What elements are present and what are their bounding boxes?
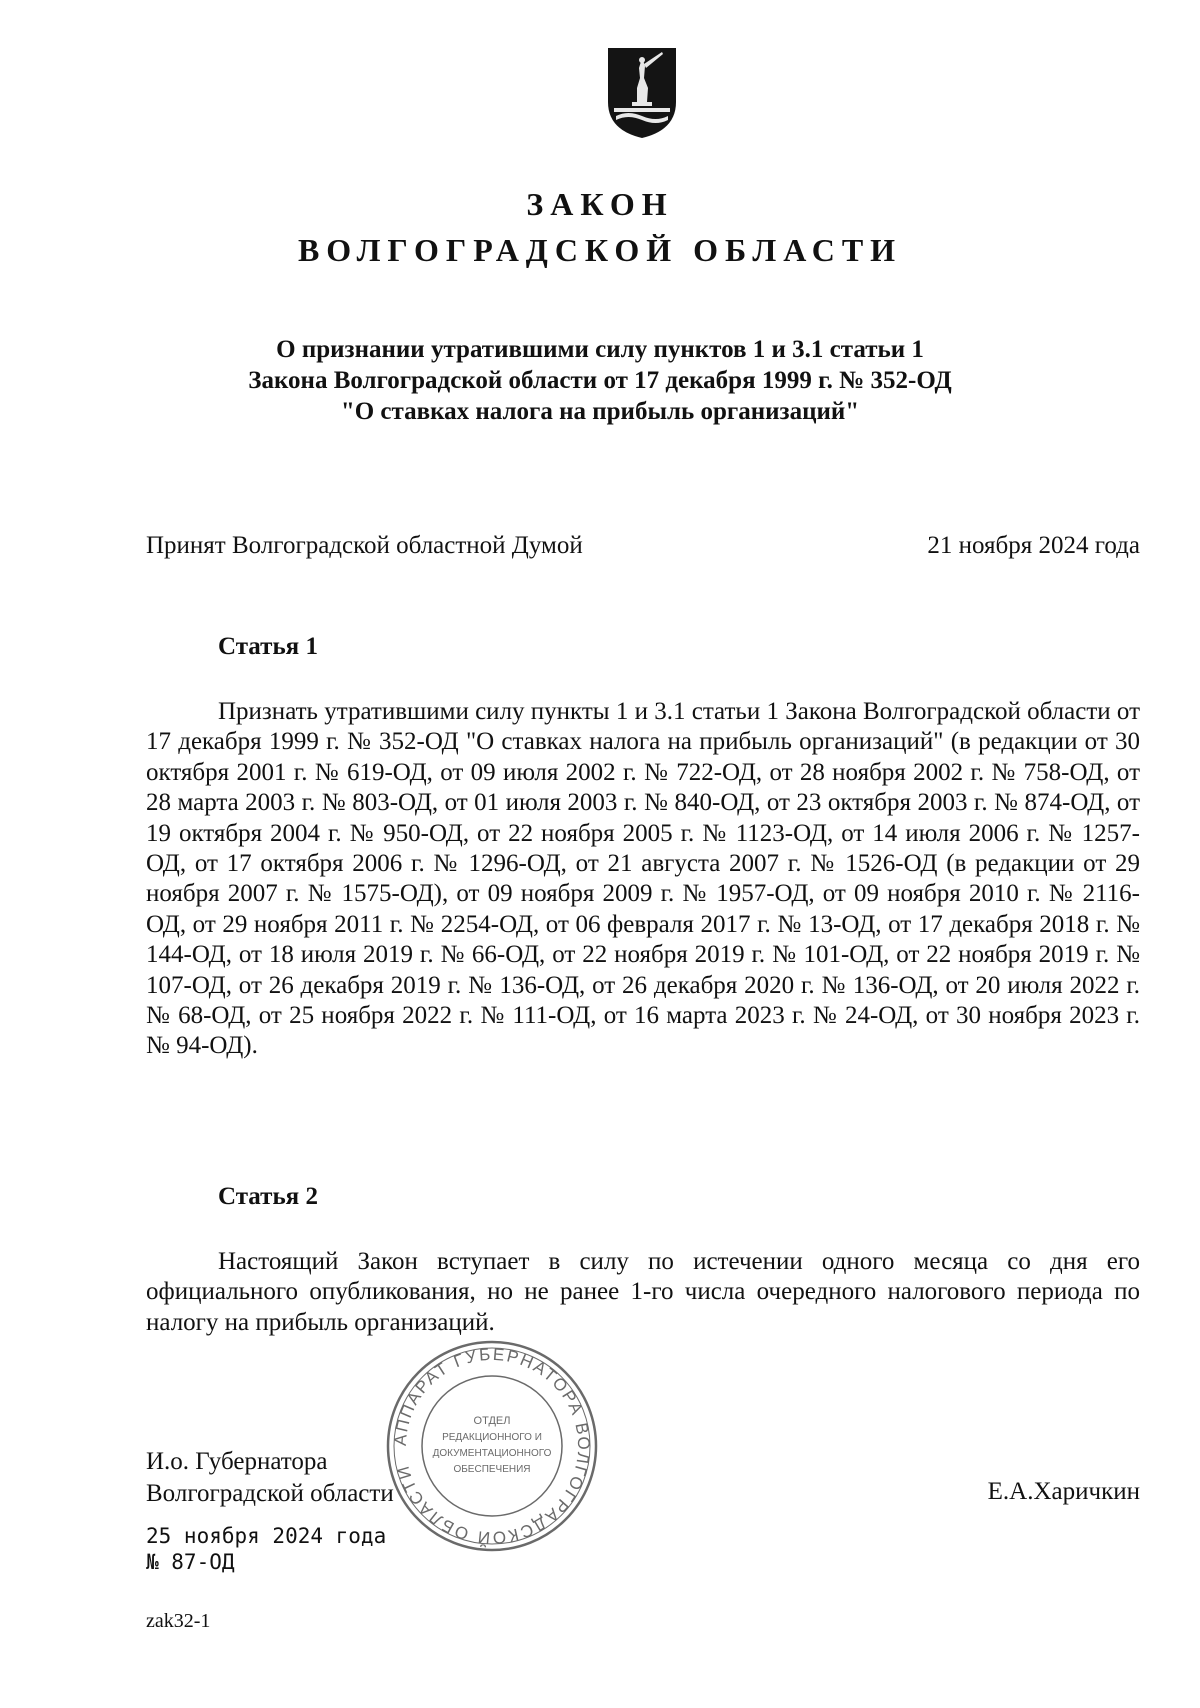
stamp-outer-text: АППАРАТ ГУБЕРНАТОРА ВОЛГОГРАДСКОЙ ОБЛАСТИ	[390, 1344, 594, 1548]
official-stamp-icon	[382, 1336, 602, 1556]
document-type-heading: ЗАКОН	[526, 186, 674, 222]
law-number: № 87-ОД	[146, 1550, 235, 1574]
article-2-heading: Статья 2	[218, 1183, 318, 1210]
subject-line: "О ставках налога на прибыль организаций"	[340, 398, 860, 425]
adopted-by: Принят Волгоградской областной Думой	[146, 532, 583, 559]
signatory-title-line: И.о. Губернатора	[146, 1448, 328, 1475]
region-heading: ВОЛГОГРАДСКОЙ ОБЛАСТИ	[297, 232, 903, 268]
stamp-inner-line: ОТДЕЛ	[473, 1415, 511, 1427]
stamp-inner-line: ОБЕСПЕЧЕНИЯ	[453, 1464, 531, 1475]
subject-line: О признании утратившими силу пунктов 1 и 3.1 статьи 1	[276, 336, 924, 363]
adoption-date: 21 ноября 2024 года	[927, 532, 1140, 559]
article-2-text: Настоящий Закон вступает в силу по истечении одного месяца со дня его официального опубликования, но не ранее 1-го числа очередного налогового периода по налогу на прибыль организаций.	[146, 1248, 1140, 1336]
stamp-inner-line: ДОКУМЕНТАЦИОННОГО	[432, 1448, 552, 1459]
article-1-text: Признать утратившими силу пункты 1 и 3.1 статьи 1 Закона Волгоградской области от 17 декабря 1999 г. № 352-ОД "О ставках налога на прибыль организаций" (в редакции от 30 октября 2001 г. № 619-ОД, от 09 июля 2002 г. № 722-ОД, от 28 ноября 2002 г. № 758-ОД, от 28 марта 2003 г. № 803-ОД, от 01 июля 2003 г. № 840-ОД, от 23 октября 2003 г. № 874-ОД, от 19 октября 2004 г. № 950-ОД, от 22 ноября 2005 г. № 1123-ОД, от 14 июля 2006 г. № 1257-ОД, от 17 октября 2006 г. № 1296-ОД, от 21 августа 2007 г. № 1526-ОД (в редакции от 29 ноября 2007 г. № 1575-ОД), от 09 ноября 2009 г. № 1957-ОД, от 09 ноября 2010 г. № 2116-ОД, от 29 ноября 2011 г. № 2254-ОД, от 06 февраля 2017 г. № 13-ОД, от 17 декабря 2018 г. № 144-ОД, от 18 июля 2019 г. № 66-ОД, от 22 ноября 2019 г. № 101-ОД, от 22 ноября 2019 г. № 107-ОД, от 26 декабря 2019 г. № 136-ОД, от 26 декабря 2020 г. № 136-ОД, от 20 июля 2022 г. № 68-ОД, от 25 ноября 2022 г. № 111-ОД, от 16 марта 2023 г. № 24-ОД, от 30 ноября 2023 г. № 94-ОД).	[146, 698, 1140, 1060]
signatory-name: Е.А.Харичкин	[987, 1478, 1140, 1505]
stamp-inner-line: РЕДАКЦИОННОГО И	[442, 1432, 542, 1443]
signatory-title-line: Волгоградской области	[146, 1480, 394, 1507]
law-subject-title	[160, 334, 1040, 427]
registration-stamp	[146, 1523, 386, 1575]
article-1-heading: Статья 1	[218, 633, 318, 660]
signed-date: 25 ноября 2024 года	[146, 1524, 387, 1548]
document-code: zak32-1	[146, 1610, 211, 1632]
svg-text:АППАРАТ ГУБЕРНАТОРА ВОЛГОГРАДС	[391, 1345, 593, 1548]
adoption-line	[146, 532, 1140, 560]
subject-line: Закона Волгоградской области от 17 декабря 1999 г. № 352-ОД	[248, 367, 952, 394]
coat-of-arms-icon	[604, 44, 680, 140]
signatory-title	[146, 1446, 394, 1510]
